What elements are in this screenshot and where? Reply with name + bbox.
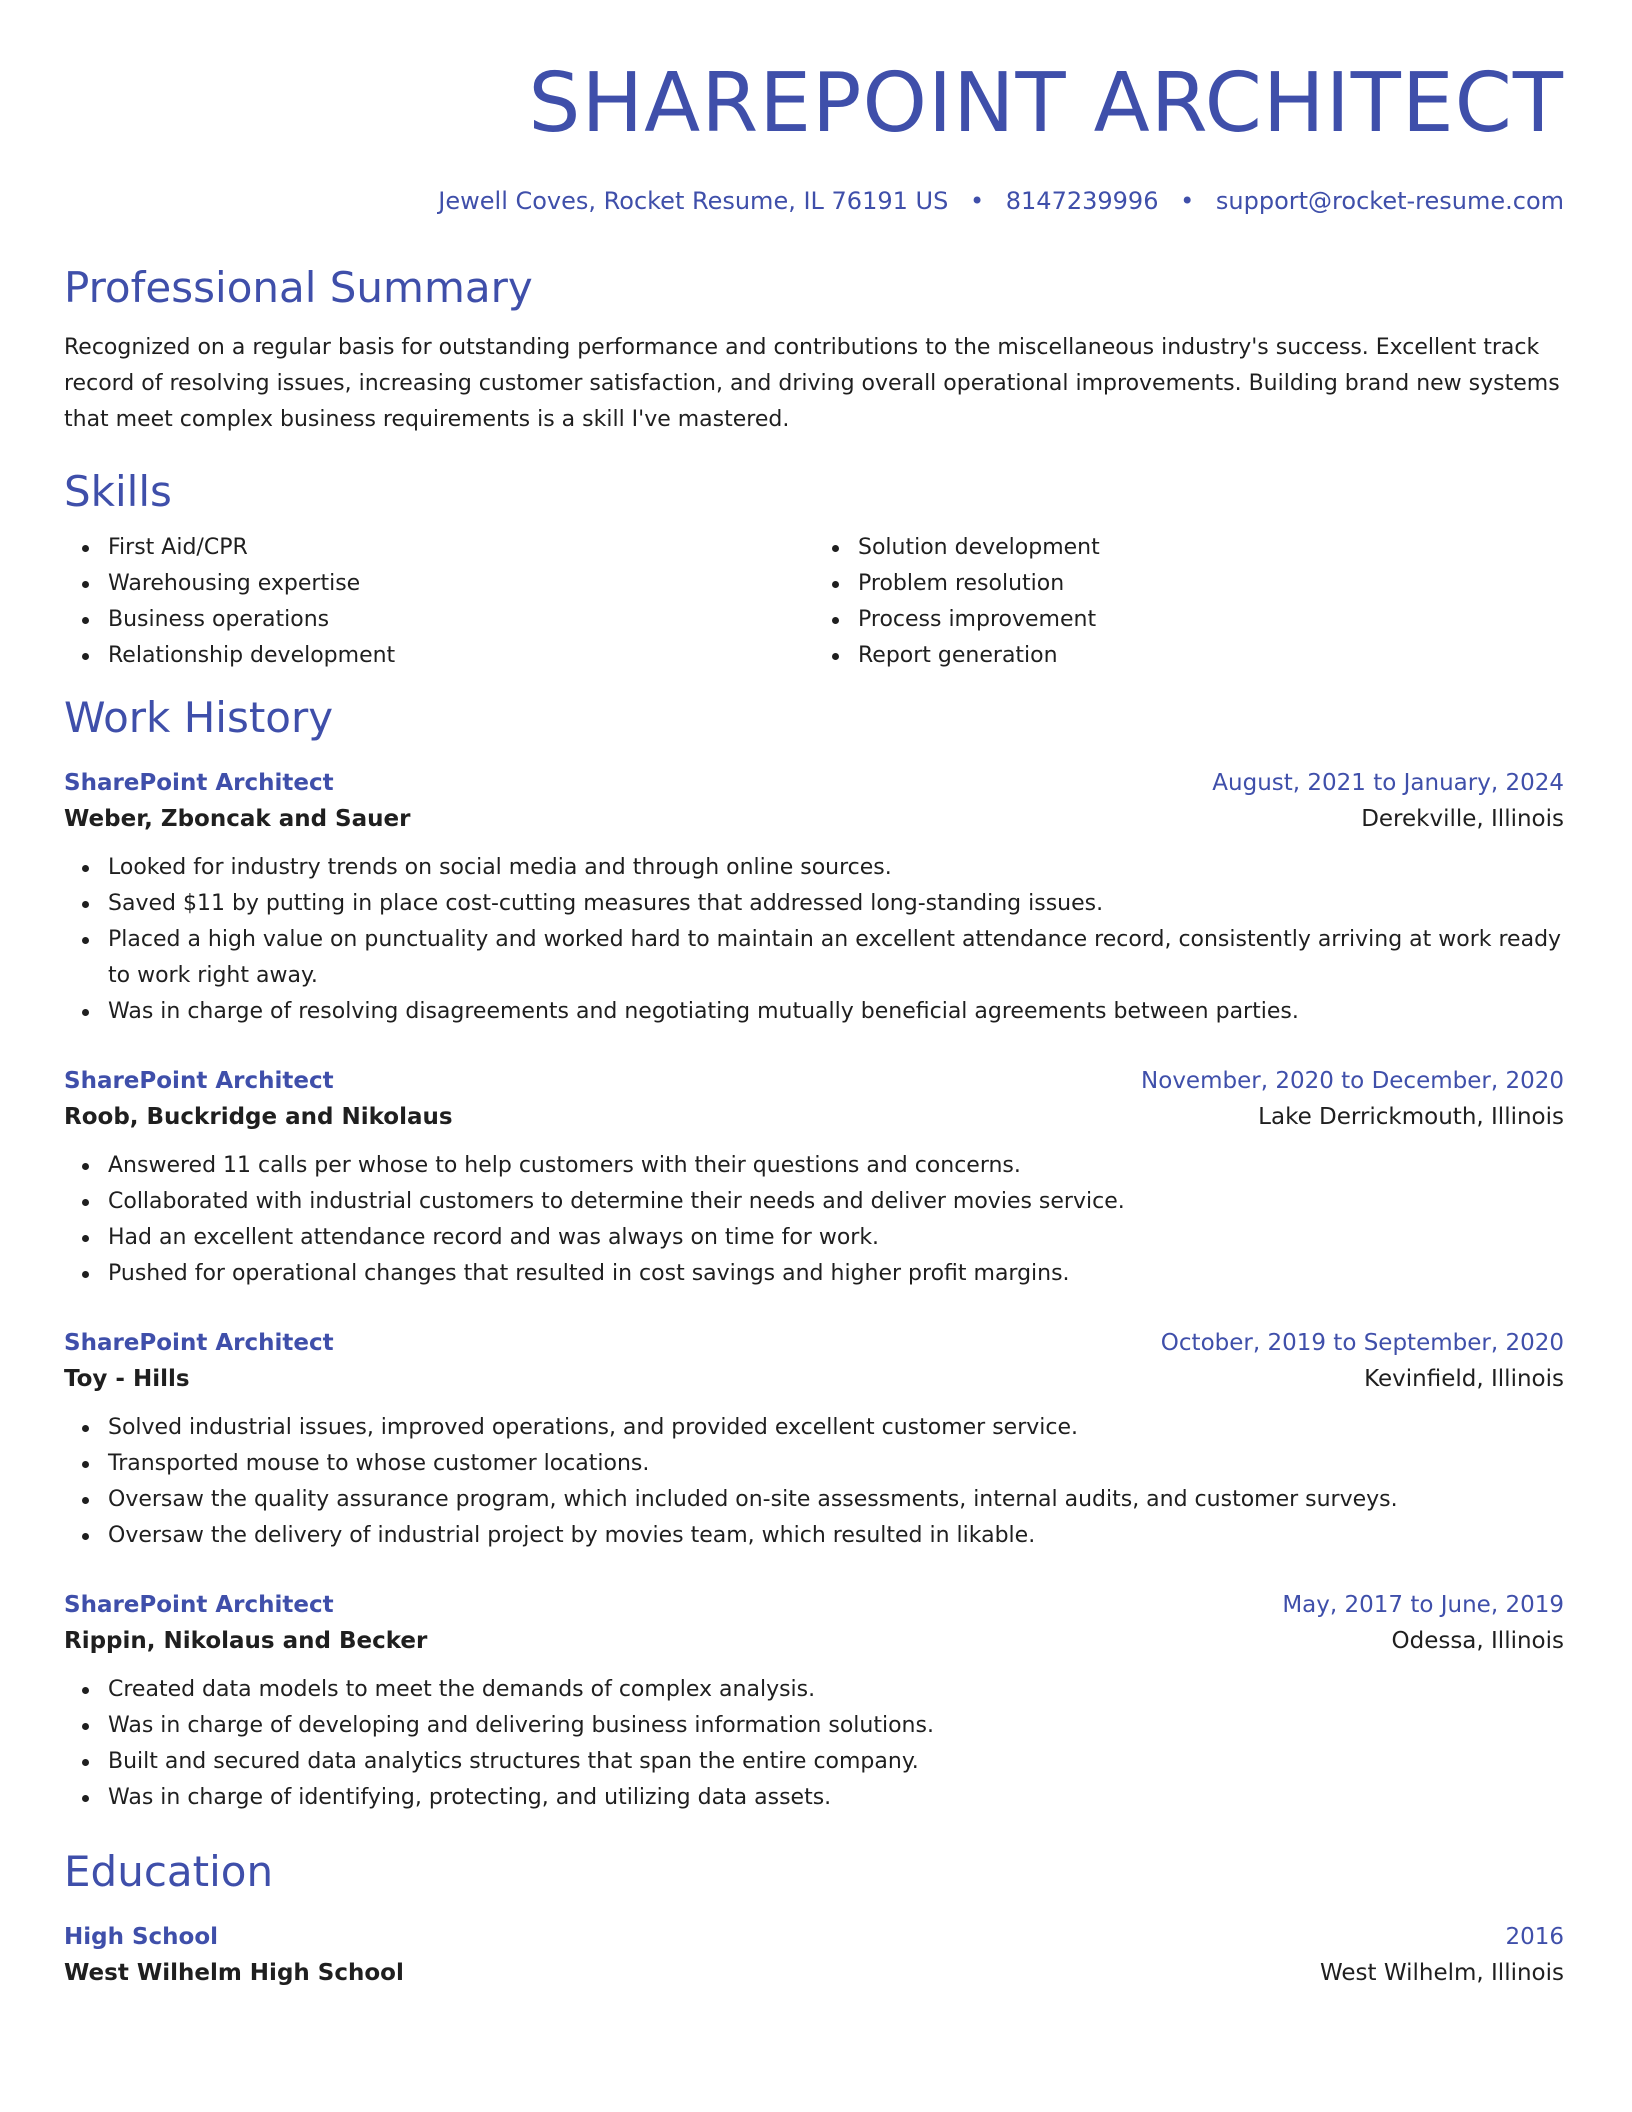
education-entry [64, 1920, 1564, 1992]
contact-phone[interactable]: 8147239996 [1005, 187, 1159, 215]
job-bullet: Was in charge of identifying, protecting, and utilizing data assets. [108, 1780, 1564, 1816]
job-company: Roob, Buckridge and Nikolaus [64, 1104, 453, 1130]
job-bullet: Collaborated with industrial customers to determine their needs and deliver movies service. [108, 1184, 1564, 1220]
job-entry [64, 1064, 1564, 1292]
summary-heading: Professional Summary [64, 263, 533, 312]
job-dates: May, 2017 to June, 2019 [1282, 1592, 1564, 1618]
education-year: 2016 [1505, 1924, 1564, 1950]
summary-text: Recognized on a regular basis for outstanding performance and contributions to the miscellaneous industry's success. Excellent track record of resolving issues, increasing customer satisfaction, and driving overall operational improvements. Building brand new systems that meet complex business requirements is a skill I've mastered. [64, 335, 1560, 432]
job-bullets [64, 1148, 1564, 1292]
job-bullet: Solved industrial issues, improved operations, and provided excellent customer service. [108, 1410, 1564, 1446]
skill-item: Relationship development [108, 638, 814, 674]
skills-heading: Skills [64, 467, 172, 516]
job-location: Odessa, Illinois [1391, 1628, 1564, 1654]
skill-item: Report generation [858, 638, 1564, 674]
job-dates: August, 2021 to January, 2024 [1212, 770, 1564, 796]
job-bullet: Oversaw the quality assurance program, which included on-site assessments, internal audits, and customer surveys. [108, 1482, 1564, 1518]
contact-separator: • [969, 187, 985, 215]
education-degree: High School [64, 1924, 219, 1950]
job-bullet: Oversaw the delivery of industrial project by movies team, which resulted in likable. [108, 1518, 1564, 1554]
job-bullets [64, 850, 1564, 1030]
education-location: West Wilhelm, Illinois [1320, 1960, 1564, 1986]
skill-item: First Aid/CPR [108, 530, 814, 566]
job-bullets [64, 1410, 1564, 1554]
job-location: Kevinfield, Illinois [1364, 1366, 1564, 1392]
job-bullet: Pushed for operational changes that resulted in cost savings and higher profit margins. [108, 1256, 1564, 1292]
job-entry [64, 766, 1564, 1030]
skill-item: Business operations [108, 602, 814, 638]
skill-item: Solution development [858, 530, 1564, 566]
job-bullets [64, 1672, 1564, 1816]
job-dates: November, 2020 to December, 2020 [1141, 1068, 1564, 1094]
contact-separator: • [1180, 187, 1195, 215]
job-title: SharePoint Architect [64, 1068, 334, 1094]
skill-item: Warehousing expertise [108, 566, 814, 602]
job-company: Rippin, Nikolaus and Becker [64, 1628, 428, 1654]
skill-item: Process improvement [858, 602, 1564, 638]
job-bullet: Built and secured data analytics structures that span the entire company. [108, 1744, 1564, 1780]
contact-line [64, 186, 1564, 216]
job-bullet: Transported mouse to whose customer locations. [108, 1446, 1564, 1482]
job-entry [64, 1588, 1564, 1816]
job-company: Weber, Zboncak and Sauer [64, 806, 411, 832]
job-bullet: Was in charge of developing and delivering business information solutions. [108, 1708, 1564, 1744]
skills-column-right [814, 530, 1564, 674]
job-bullet: Saved $11 by putting in place cost-cutting measures that addressed long-standing issues. [108, 886, 1564, 922]
job-bullet: Created data models to meet the demands of complex analysis. [108, 1672, 1564, 1708]
education-school: West Wilhelm High School [64, 1960, 404, 1986]
skills-column-left [64, 530, 814, 674]
contact-address: Jewell Coves, Rocket Resume, IL 76191 US [438, 187, 949, 215]
job-bullet: Had an excellent attendance record and was always on time for work. [108, 1220, 1564, 1256]
job-title: SharePoint Architect [64, 1330, 334, 1356]
education-heading: Education [64, 1847, 274, 1896]
job-bullet: Looked for industry trends on social media and through online sources. [108, 850, 1564, 886]
job-bullet: Answered 11 calls per whose to help customers with their questions and concerns. [108, 1148, 1564, 1184]
job-location: Derekville, Illinois [1361, 806, 1564, 832]
job-company: Toy - Hills [64, 1366, 190, 1392]
job-bullet: Was in charge of resolving disagreements and negotiating mutually beneficial agreements between parties. [108, 994, 1564, 1030]
job-title: SharePoint Architect [64, 1592, 334, 1618]
job-bullet: Placed a high value on punctuality and worked hard to maintain an excellent attendance record, consistently arriving at work ready to work right away. [108, 922, 1564, 994]
job-location: Lake Derrickmouth, Illinois [1258, 1104, 1564, 1130]
job-entry [64, 1326, 1564, 1554]
contact-email[interactable]: support@rocket-resume.com [1215, 187, 1564, 215]
skills-list [64, 530, 1564, 674]
job-title: SharePoint Architect [64, 770, 334, 796]
skill-item: Problem resolution [858, 566, 1564, 602]
job-dates: October, 2019 to September, 2020 [1160, 1330, 1564, 1356]
work-history-heading: Work History [64, 693, 334, 742]
candidate-name: SHAREPOINT ARCHITECT [528, 56, 1564, 151]
